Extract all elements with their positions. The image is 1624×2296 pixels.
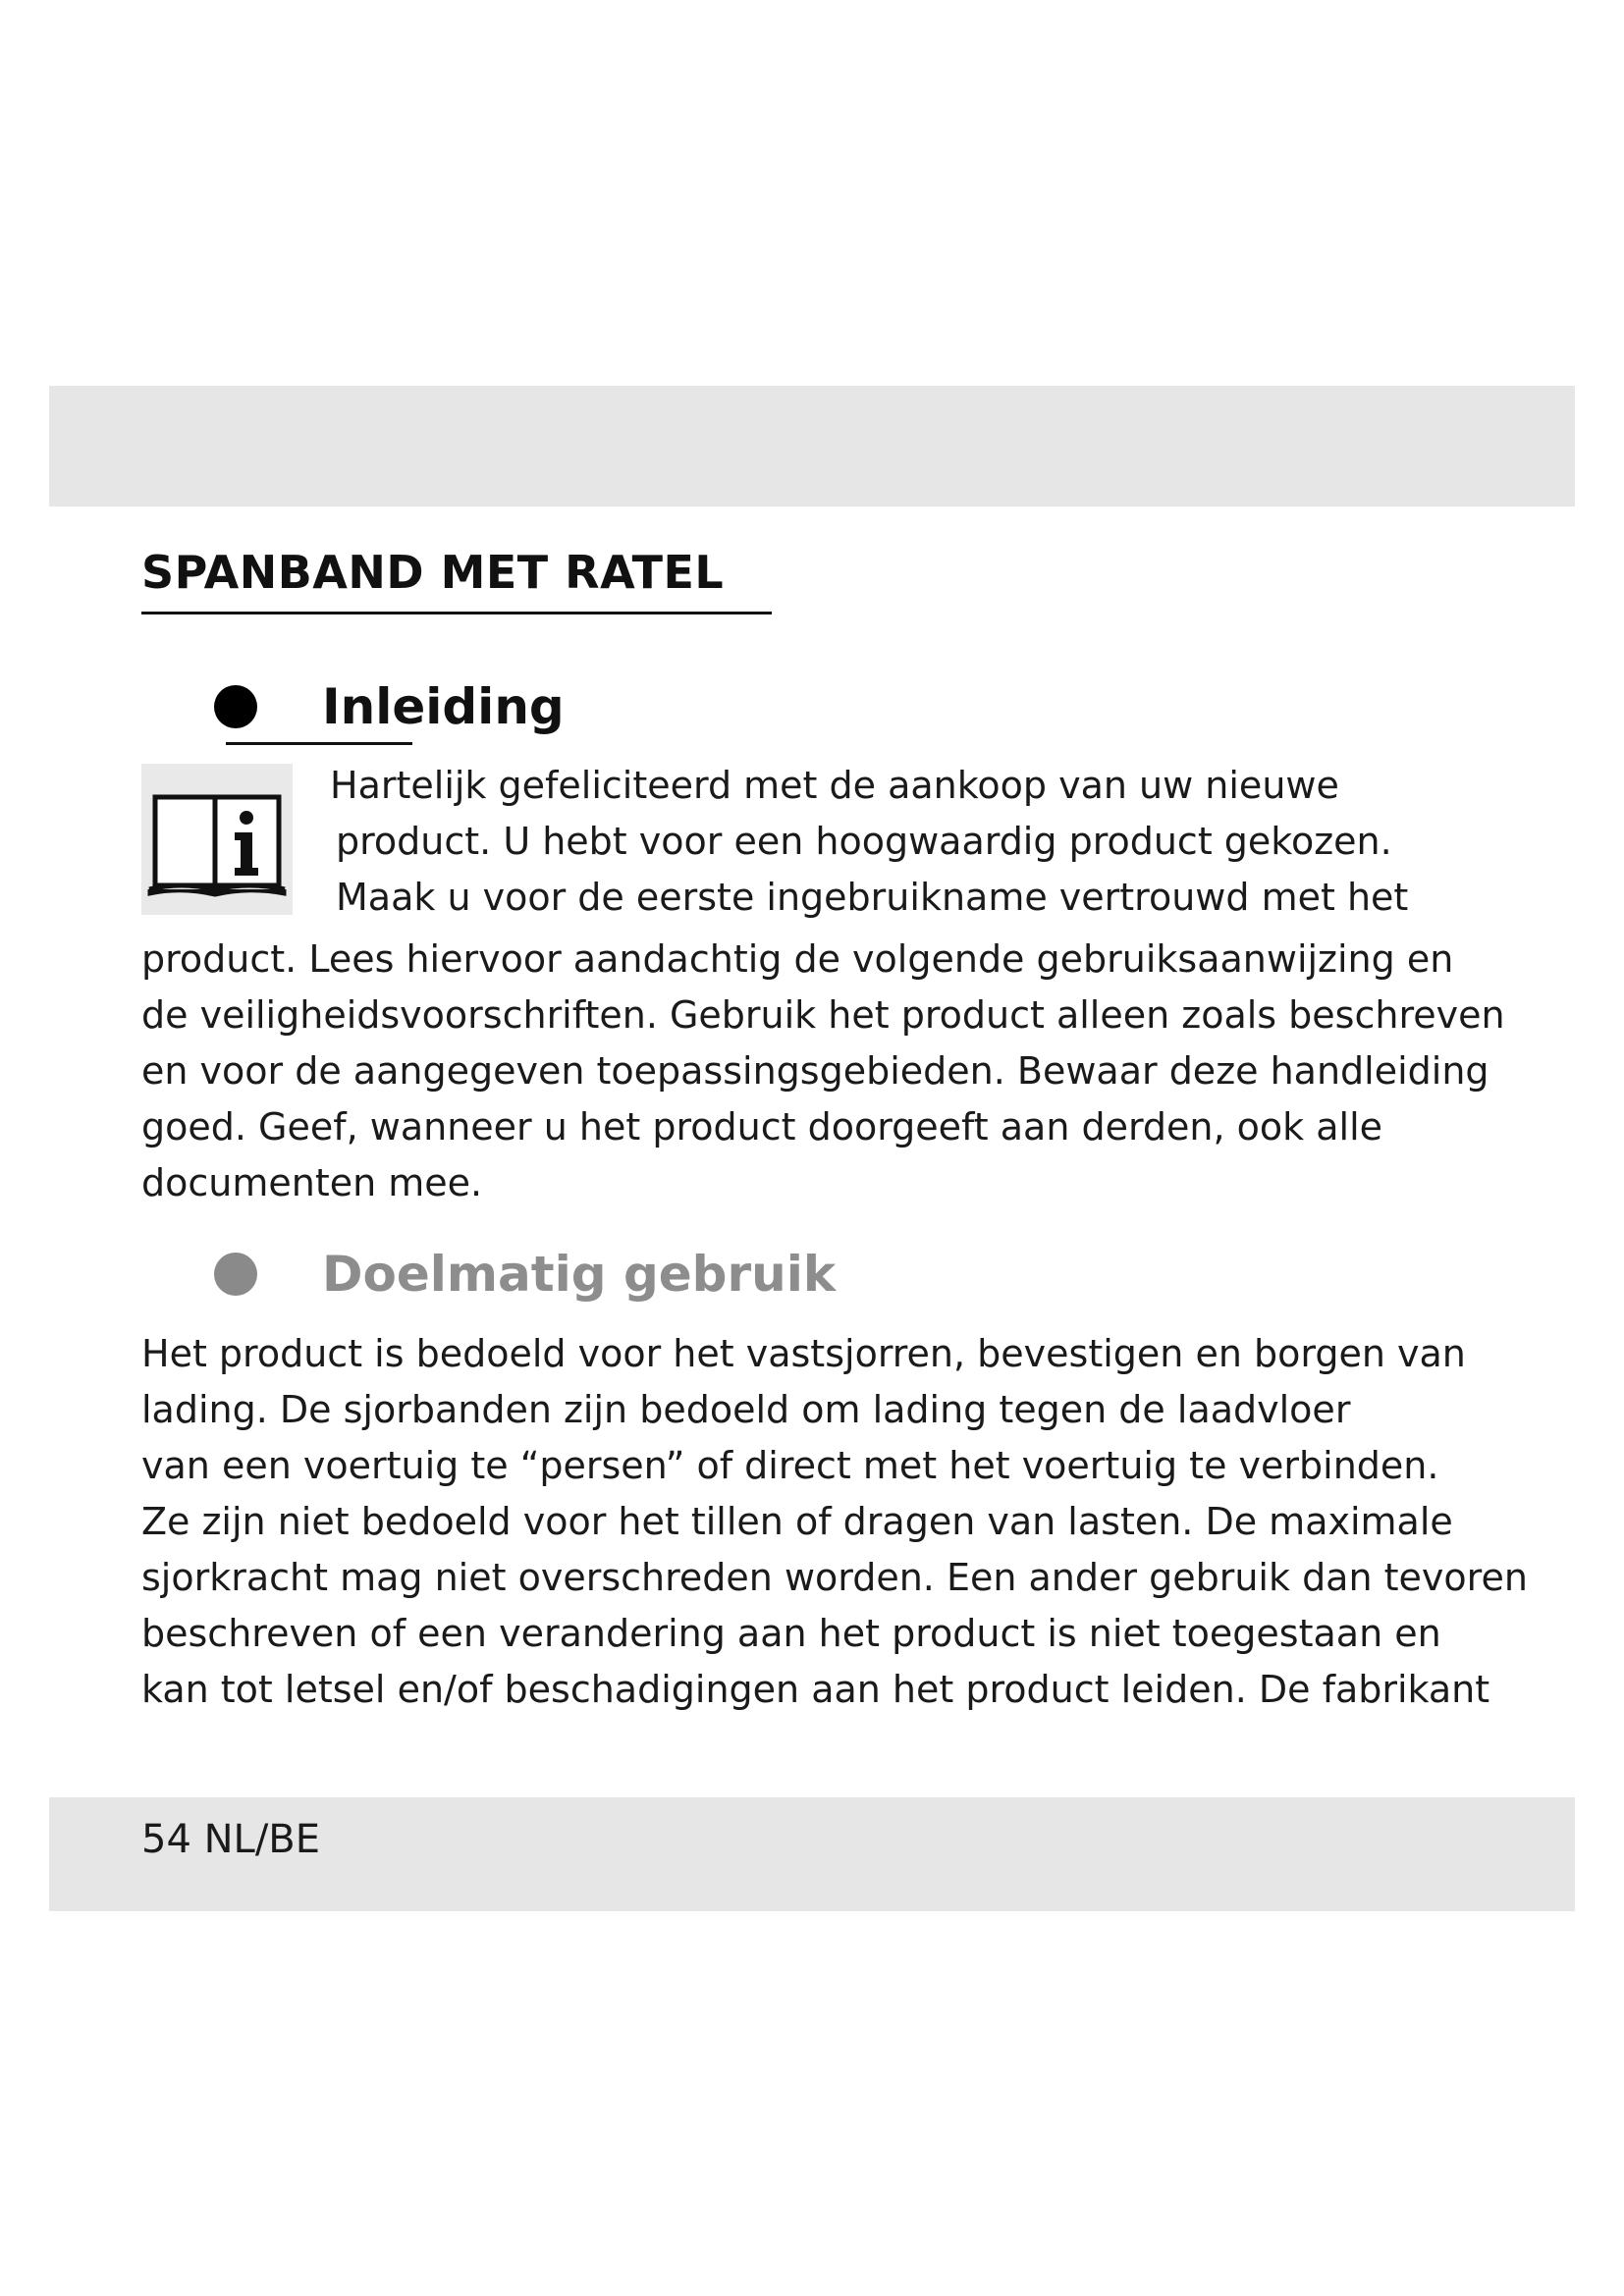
text-line: en voor de aangegeven toepassingsgebieden. Bewaar deze handleiding — [141, 1049, 1489, 1093]
section-bullet-icon — [214, 685, 257, 728]
text-line: sjorkracht mag niet overschreden worden. Een ander gebruik dan tevoren — [141, 1556, 1528, 1599]
section-bullet-icon — [214, 1253, 257, 1296]
section-title-underline — [226, 742, 412, 745]
text-line: Ze zijn niet bedoeld voor het tillen of dragen van lasten. De maximale — [141, 1500, 1453, 1543]
text-line: van een voertuig te “persen” of direct met het voertuig te verbinden. — [141, 1444, 1439, 1487]
text-line: product. Lees hiervoor aandachtig de volgende gebruiksaanwijzing en — [141, 937, 1454, 981]
text-line: Het product is bedoeld voor het vastsjorren, bevestigen en borgen van — [141, 1332, 1466, 1375]
page-number-label: 54 NL/BE — [141, 1817, 321, 1862]
introduction-paragraph-beside-icon — [330, 758, 1408, 926]
intended-use-paragraph — [141, 1326, 1528, 1718]
text-line: product. U hebt voor een hoogwaardig product gekozen. — [336, 820, 1392, 863]
section-title-introduction: Inleiding — [322, 678, 565, 735]
text-line: Maak u voor de eerste ingebruikname vertrouwd met het — [336, 876, 1409, 919]
section-title-intended-use: Doelmatig gebruik — [322, 1246, 837, 1303]
text-line: documenten mee. — [141, 1161, 483, 1204]
text-line: kan tot letsel en/of beschadigingen aan het product leiden. De fabrikant — [141, 1668, 1490, 1711]
text-line: Hartelijk gefeliciteerd met de aankoop van uw nieuwe — [330, 764, 1339, 807]
header-band — [49, 386, 1575, 507]
manual-info-icon — [141, 764, 293, 915]
open-book-info-icon — [141, 764, 293, 915]
text-line: de veiligheidsvoorschriften. Gebruik het product alleen zoals beschreven — [141, 993, 1505, 1037]
introduction-paragraph — [141, 932, 1505, 1211]
text-line: goed. Geef, wanneer u het product doorgeeft aan derden, ook alle — [141, 1105, 1383, 1148]
section-heading-intended-use — [214, 1245, 836, 1304]
text-line: beschreven of een verandering aan het product is niet toegestaan en — [141, 1612, 1441, 1655]
document-title: SPANBAND MET RATEL — [141, 546, 725, 599]
text-line: lading. De sjorbanden zijn bedoeld om lading tegen de laadvloer — [141, 1388, 1351, 1431]
title-underline — [141, 612, 772, 614]
section-heading-introduction — [214, 677, 565, 736]
